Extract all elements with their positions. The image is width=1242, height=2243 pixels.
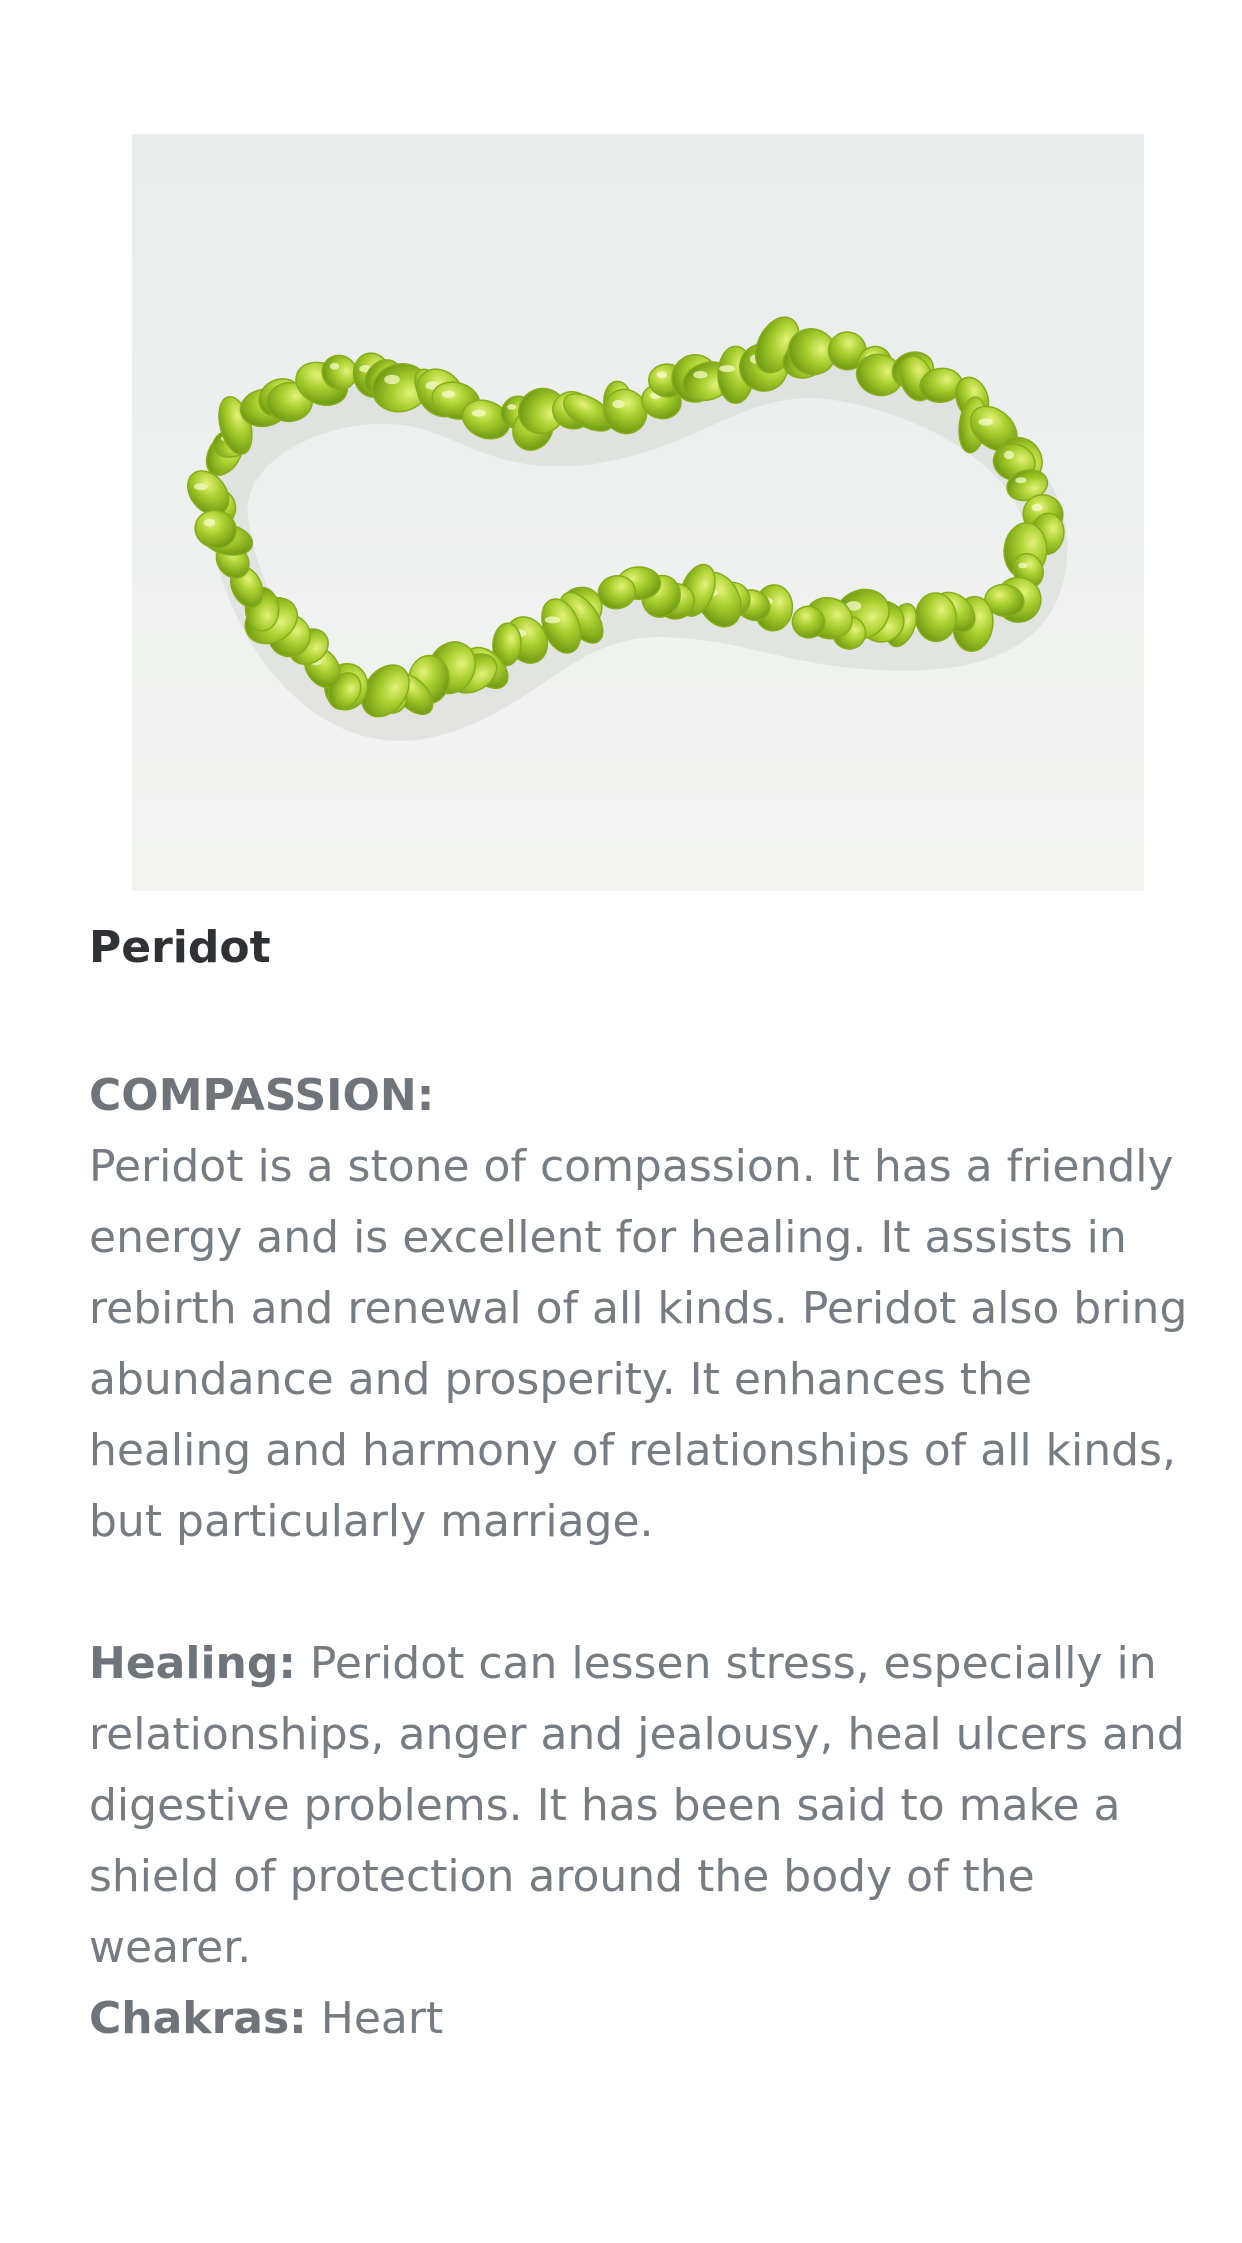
bead-highlight — [507, 404, 516, 410]
bead-highlight — [472, 410, 486, 417]
bead-highlight — [384, 375, 400, 384]
product-image — [132, 134, 1144, 891]
product-title: Peridot — [89, 922, 271, 973]
bead-highlight — [330, 363, 339, 370]
bead-highlight — [612, 400, 624, 408]
bead-highlight — [657, 372, 667, 379]
peridot-bracelet-illustration — [132, 134, 1144, 891]
bead-highlight — [693, 371, 707, 378]
bead-highlight — [719, 365, 735, 372]
bead-highlight — [1018, 563, 1028, 569]
spacer — [89, 1557, 1199, 1628]
spacer — [89, 978, 1199, 1060]
bead-highlight — [1015, 477, 1026, 483]
bead-highlight — [978, 418, 993, 425]
bead-highlight — [442, 391, 456, 398]
product-description — [89, 918, 1199, 2054]
healing-label: Healing: — [89, 1638, 296, 1689]
chakras-text: Heart — [306, 1993, 444, 2044]
bead-highlight — [545, 616, 561, 623]
compassion-text: Peridot is a stone of compassion. It has a friendly energy and is excellent for healing. It assists in rebirth and renewal of all kinds. Peridot also bring abundance and prosperity. It enhances the healing and harmony of relationships of all kinds, but particularly marriage. — [89, 1141, 1188, 1547]
bead-highlight — [194, 483, 208, 490]
compassion-heading: COMPASSION: — [89, 1070, 435, 1121]
healing-paragraph — [89, 1628, 1199, 1983]
healing-text: Peridot can lessen stress, especially in relationships, anger and jealousy, heal ulcers and digestive problems. It has been said to make a shield of protection around the body of the wearer. — [89, 1638, 1185, 1973]
bead-highlight — [1004, 451, 1014, 459]
chakras-label: Chakras: — [89, 1993, 307, 2044]
bead-highlight — [204, 519, 216, 526]
bead-highlight — [1032, 504, 1043, 512]
chakras-paragraph — [89, 1983, 1199, 2054]
bracelet-bead — [915, 592, 957, 642]
